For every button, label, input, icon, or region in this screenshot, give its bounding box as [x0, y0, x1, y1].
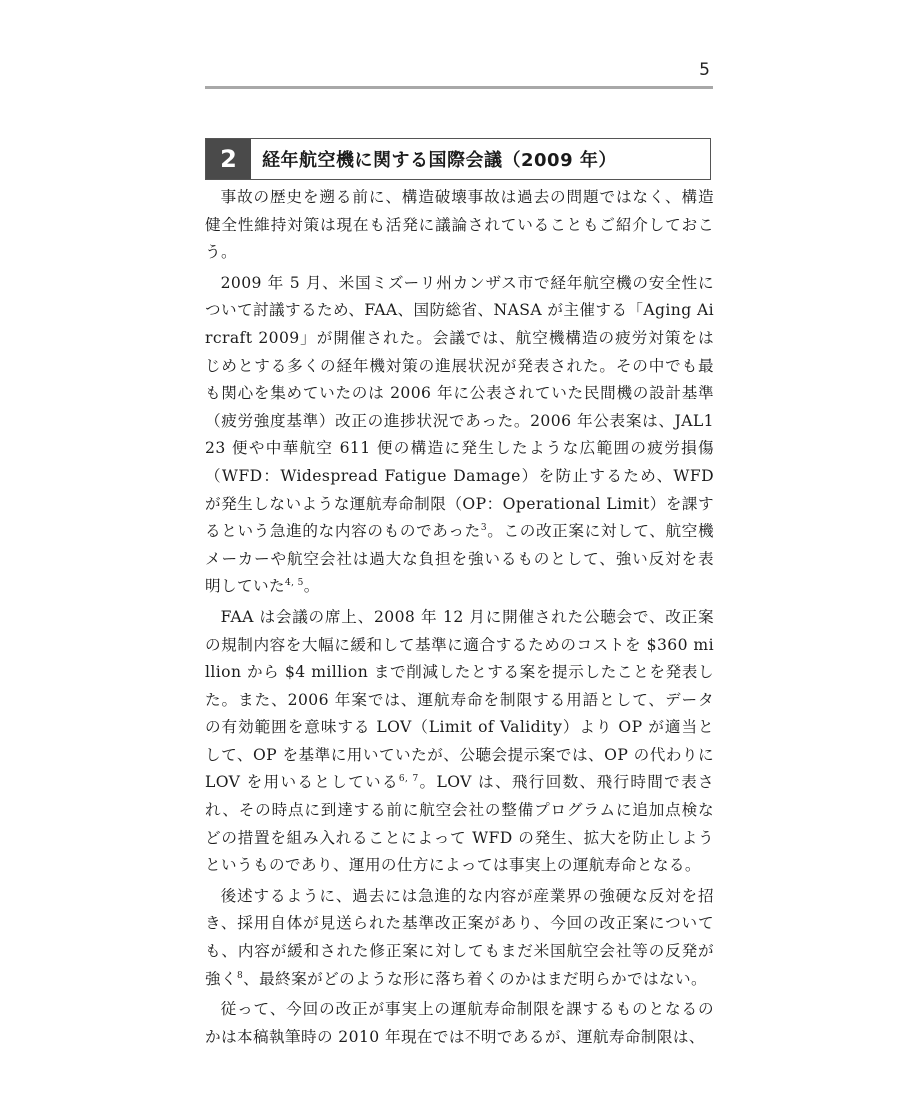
paragraph-5 [205, 996, 714, 1051]
body-text [205, 184, 714, 1054]
paragraph-text: 従って、今回の改正が事実上の運航寿命制限を課するものとなるのかは本稿執筆時の 2010 年現在では不明であるが、運航寿命制限は、 [205, 1000, 714, 1046]
footnote-ref: 3 [480, 523, 487, 534]
paragraph-1 [205, 184, 714, 267]
footnote-ref: 6, 7 [398, 774, 419, 785]
footnote-ref: 8 [237, 970, 244, 981]
paragraph-text: 2009 年 5 月、米国ミズーリ州カンザス市で経年航空機の安全性について討議するため、FAA、国防総省、NASA が主催する「Aging Aircraft 2009」が開催された。会議では、航空機構造の疲労対策をはじめとする多くの経年機対策の進展状況が発表された。その中でも最も関心を集めていたのは 2006 年に公表されていた民間機の設計基準（疲労強度基準）改正の進捗状況であった。2006 年公表案は、JAL123 便や中華航空 611 便の構造に発生したような広範囲の疲労損傷（WFD：Widespread Fatigue Damage）を防止するため、WFD が発生しないような運航寿命制限（OP：Operational Limit）を課するという急進的な内容のものであった [205, 273, 714, 541]
section-number: 2 [206, 139, 251, 179]
paragraph-text: 。この改正案に対して、航空機メーカーや航空会社は過大な負担を強いるものとして、強い反対を表明していた [205, 522, 714, 596]
paragraph-text: 。 [303, 577, 320, 596]
paragraph-text: 後述するように、過去には急進的な内容が産業界の強硬な反対を招き、採用自体が見送られた基準改正案があり、今回の改正案についても、内容が緩和された修正案に対してもまだ米国航空会社等の反発が強く [205, 886, 714, 988]
header-rule [205, 86, 713, 89]
paragraph-text: 事故の歴史を遡る前に、構造破壊事故は過去の問題ではなく、構造健全性維持対策は現在も活発に議論されていることもご紹介しておこう。 [205, 188, 714, 262]
section-heading [205, 138, 711, 180]
paragraph-text: 。LOV は、飛行回数、飛行時間で表され、その時点に到達する前に航空会社の整備プログラムに追加点検などの措置を組み入れることによって WFD の発生、拡大を防止しようというものであり、運用の仕方によっては事実上の運航寿命となる。 [205, 773, 714, 875]
paragraph-text: FAA は会議の席上、2008 年 12 月に開催された公聴会で、改正案の規制内容を大幅に緩和して基準に適合するためのコストを $360 million から $4 million まで削減したとする案を提示したことを発表した。また、2006 年案では、運航寿命を制限する用語として、データの有効範囲を意味する LOV（Limit of Validity）より OP が適当として、OP を基準に用いていたが、公聴会提示案では、OP の代わりに LOV を用いるとしている [205, 607, 714, 792]
footnote-ref: 4, 5 [284, 578, 304, 589]
paragraph-3 [205, 604, 714, 880]
page-number: 5 [699, 60, 710, 80]
paragraph-2 [205, 270, 714, 601]
section-title: 経年航空機に関する国際会議（2009 年） [262, 150, 617, 171]
paragraph-4 [205, 883, 714, 993]
paragraph-text: 、最終案がどのような形に落ち着くのかはまだ明らかではない。 [243, 969, 707, 988]
